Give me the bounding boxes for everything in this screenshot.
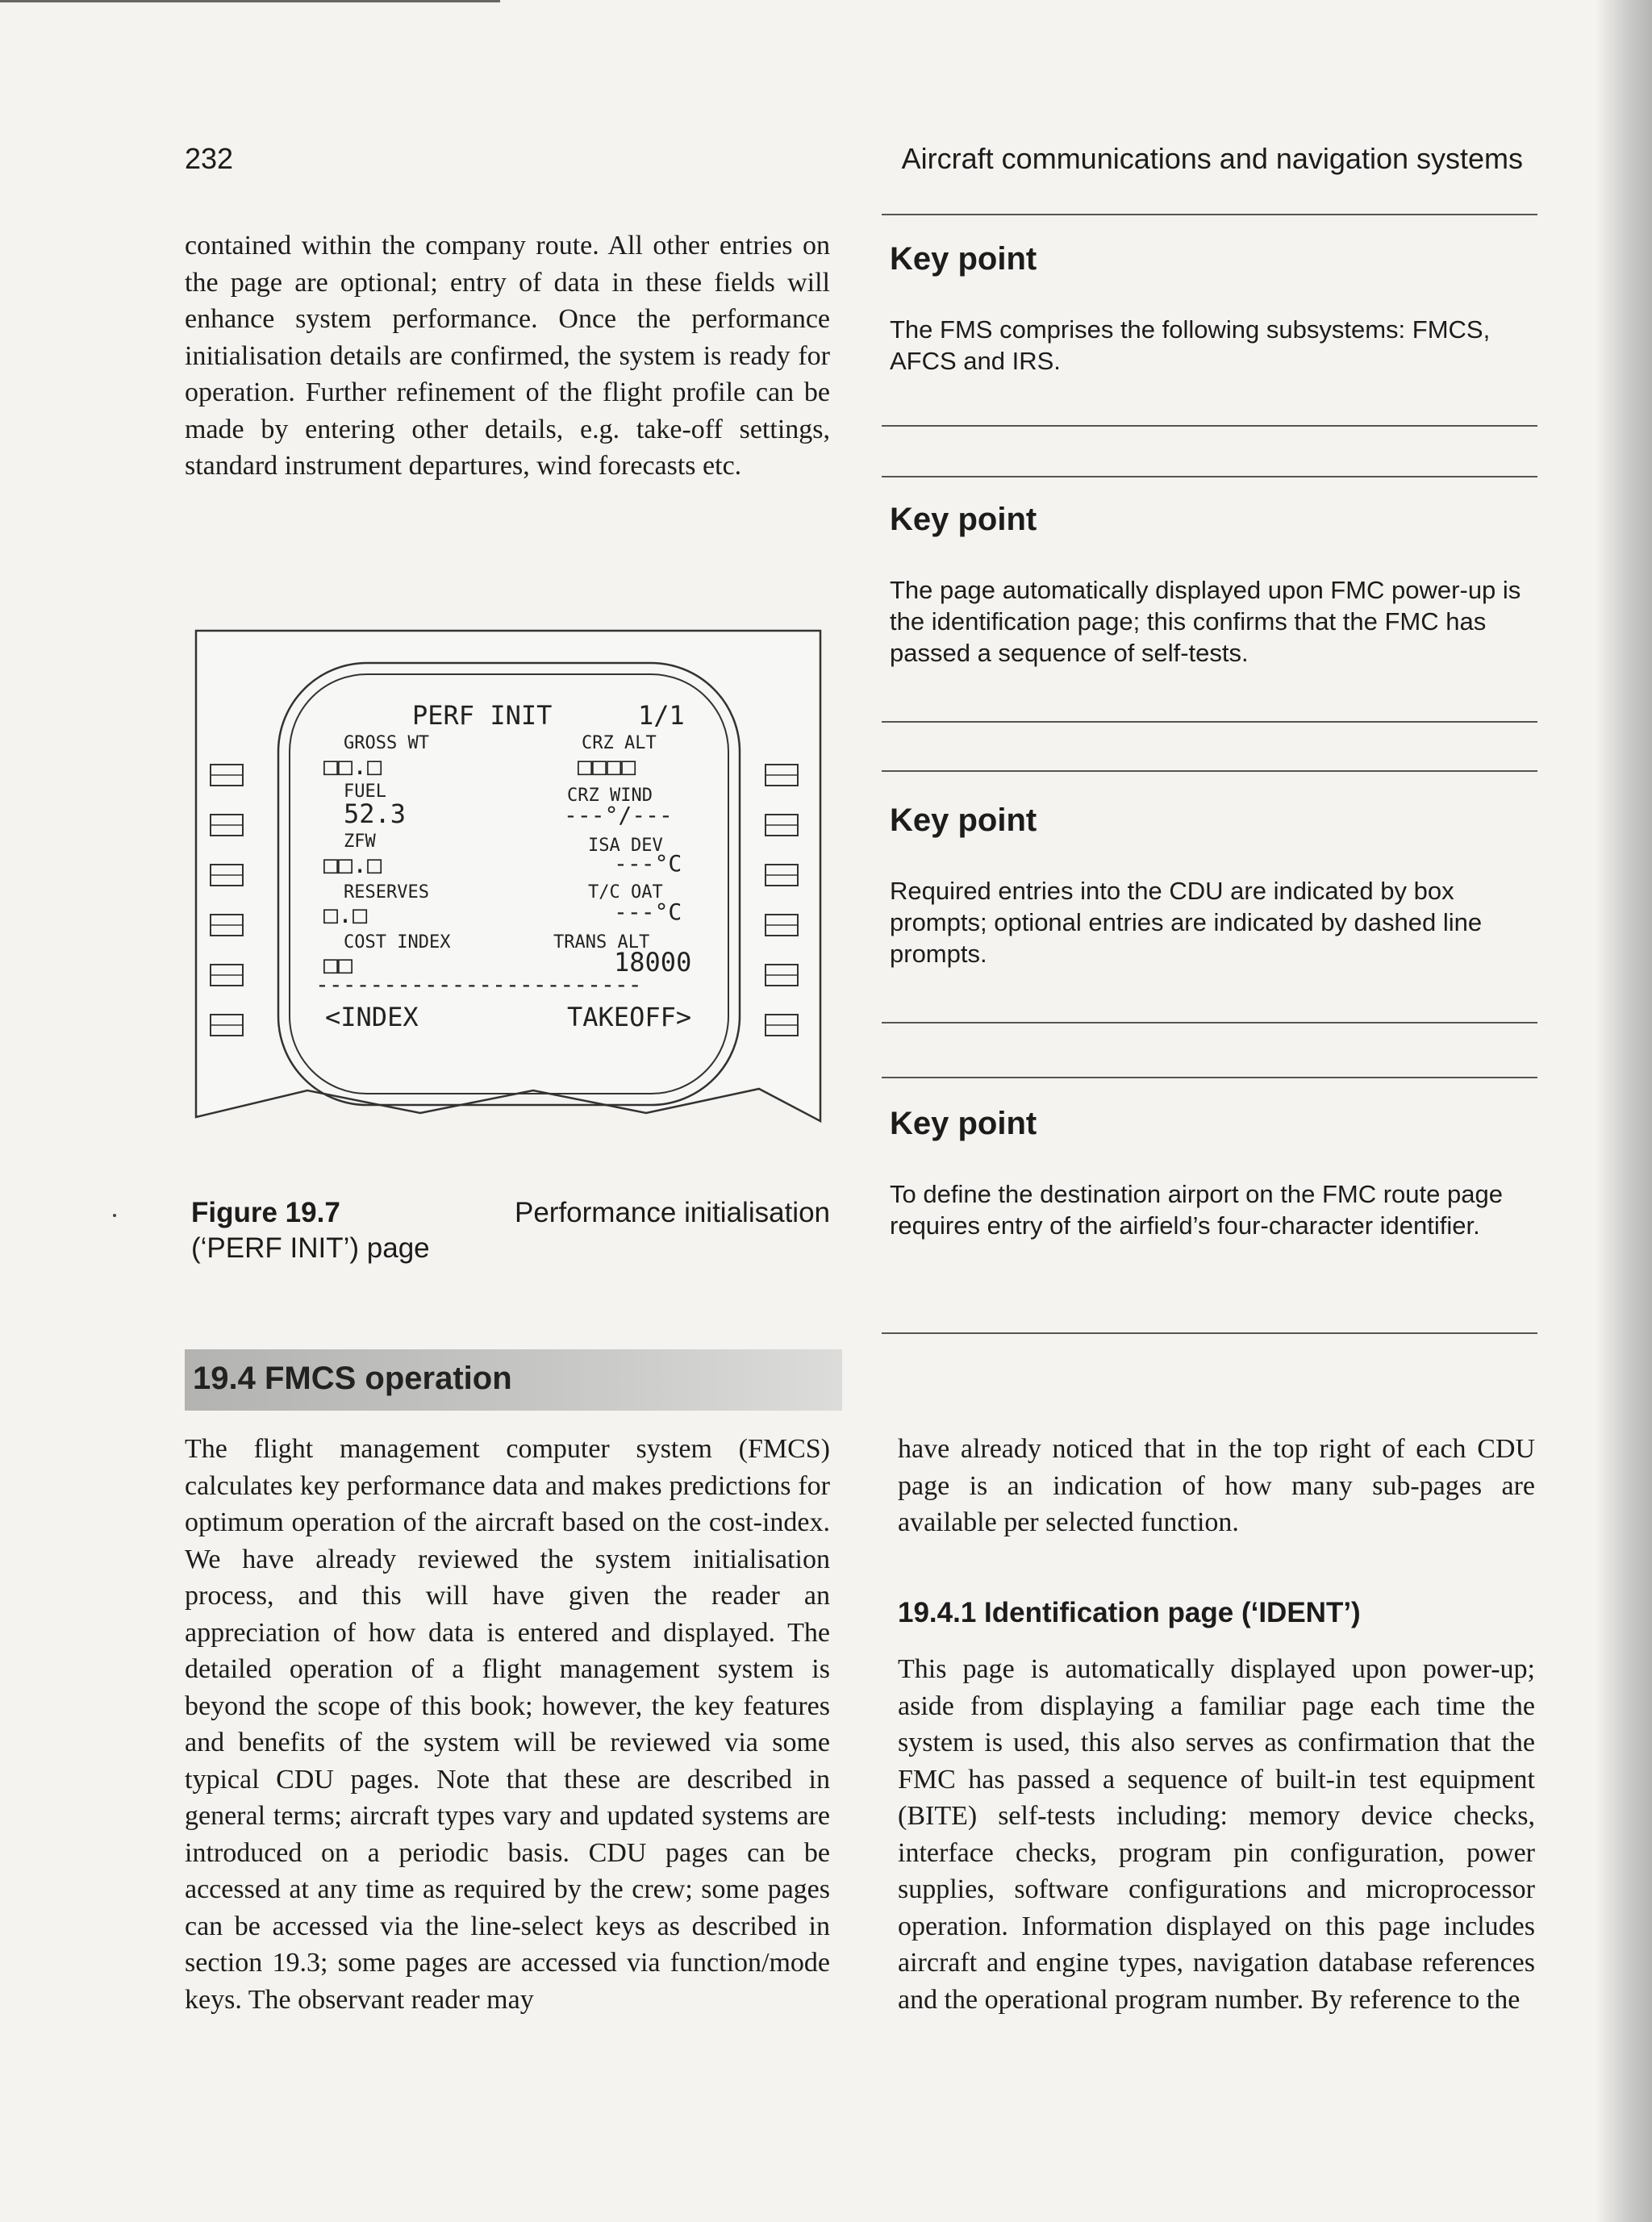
key-point-box-3 [882, 770, 1537, 1023]
left-bottom-paragraph: The flight management computer system (FMCS) calculates key performance data and makes predictions for optimum operation of the aircraft based on the cost-index. We have already reviewed the system initialisation process, and this will have given the reader an appreciation of how data is entered and displayed. The detailed operation of a flight management system is beyond the scope of this book; however, the key features and benefits of the system will be reviewed via some typical CDU pages. Note that these are described in general terms; aircraft types vary and updated systems are introduced on a periodic basis. CDU pages can be accessed at any time as required by the crew; some pages can be accessed via the line-select keys as described in section 19.3; some pages are accessed via function/mode keys. The observant reader may [185, 1434, 830, 2015]
figure-cdu-perf-init [194, 629, 822, 1129]
isa-dev-label: ISA DEV [588, 836, 663, 856]
figure-caption-line2: (‘PERF INIT’) page [191, 1232, 430, 1264]
figure-caption-line1: Performance initialisation [514, 1197, 830, 1228]
right-paragraph-2: This page is automatically displayed upon power-up; aside from displaying a familiar page each time the system is used, this also serves as confirmation that the FMC has passed a sequence of built-in test equipment (BITE) self-tests including: memory device checks, interface checks, program pin configuration, power supplies, software configurations and microprocessor operation. Information displayed on this page includes aircraft and engine types, navigation database references and the operational program number. By reference to the [898, 1654, 1535, 2015]
key-point-text: Required entries into the CDU are indicated by box prompts; optional entries are indicated by dashed line prompts. [890, 877, 1483, 968]
key-point-title: Key point [890, 502, 1037, 537]
page-edge-shadow [1596, 0, 1652, 2222]
left-top-paragraph: contained within the company route. All other entries on the page are optional; entry of data in these fields will enhance system performance. Once the performance initialisation details are confirmed, the system is ready for operation. Further refinement of the flight profile can be made by entering other details, e.g. take-off settings, standard instrument departures, wind forecasts etc. [185, 231, 830, 481]
reserves-value: □.□ [323, 901, 368, 929]
zfw-label: ZFW [344, 832, 376, 852]
figure-caption [191, 1195, 830, 1266]
key-point-title: Key point [890, 241, 1037, 277]
crz-alt-value: □□□□ [578, 752, 636, 781]
key-point-box-1 [882, 214, 1537, 427]
cdu-diagram [194, 629, 822, 1129]
cost-index-label: COST INDEX [344, 932, 451, 953]
key-point-title: Key point [890, 1106, 1037, 1141]
key-point-title: Key point [890, 803, 1037, 838]
margin-dot [113, 1214, 116, 1217]
gross-wt-label: GROSS WT [344, 733, 429, 753]
cdu-page-title: PERF INIT [412, 700, 553, 731]
trans-alt-value: 18000 [614, 947, 692, 978]
key-point-text: The FMS comprises the following subsystems: FMCS, AFCS and IRS. [890, 315, 1491, 375]
crz-alt-label: CRZ ALT [582, 733, 657, 753]
crz-wind-label: CRZ WIND [567, 786, 653, 806]
top-rule [0, 0, 500, 2]
section-heading-bar [185, 1349, 842, 1411]
figure-label: Figure 19.7 [191, 1197, 340, 1228]
key-point-text: The page automatically displayed upon FMC power-up is the identification page; this confirms that the FMC has passed a sequence of self-tests. [890, 576, 1521, 667]
page-number: 232 [185, 142, 234, 175]
key-point-box-4 [882, 1077, 1537, 1334]
gross-wt-value: □□.□ [323, 752, 382, 781]
takeoff-prompt[interactable]: TAKEOFF> [567, 1002, 692, 1032]
reserves-label: RESERVES [344, 882, 429, 903]
cdu-divider: ------------------------ [315, 971, 642, 998]
running-header: Aircraft communications and navigation systems [901, 142, 1523, 175]
key-point-text: To define the destination airport on the FMC route page requires entry of the airfield’s four-character identifier. [890, 1180, 1503, 1240]
crz-wind-value: ---°/--- [564, 802, 673, 828]
right-paragraph-1: have already noticed that in the top right of each CDU page is an indication of how many sub-pages are available per selected function. [898, 1434, 1535, 1537]
tc-oat-value: ---°C [614, 898, 682, 925]
index-prompt[interactable]: <INDEX [325, 1002, 419, 1032]
zfw-value: □□.□ [323, 851, 382, 879]
cost-index-value: □□ [323, 951, 353, 979]
tc-oat-label: T/C OAT [588, 882, 663, 903]
fuel-value: 52.3 [344, 798, 407, 829]
key-point-box-2 [882, 476, 1537, 723]
cdu-page-count: 1/1 [638, 700, 685, 731]
trans-alt-label: TRANS ALT [553, 932, 650, 953]
section-title: 19.4 FMCS operation [193, 1361, 512, 1396]
subsection-title: 19.4.1 Identification page (‘IDENT’) [898, 1597, 1361, 1628]
isa-dev-value: ---°C [614, 850, 682, 877]
fuel-label: FUEL [344, 782, 386, 802]
